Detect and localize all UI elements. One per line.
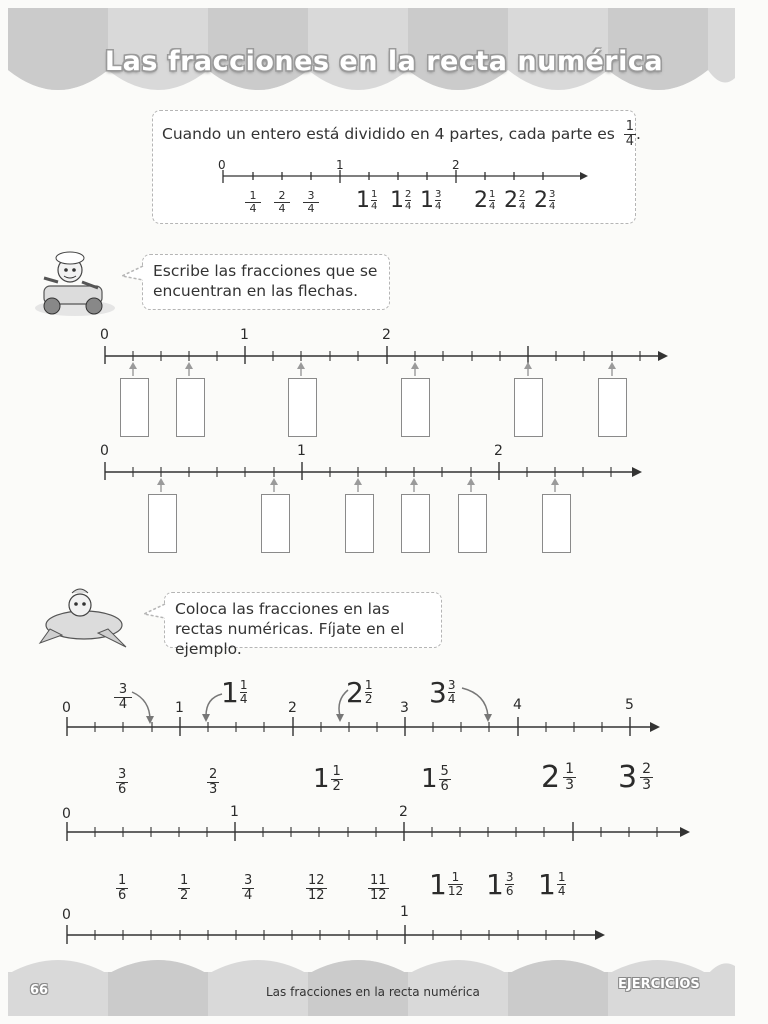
ex2-line3-label-0: 0 (62, 907, 71, 923)
fraction-to-place: 1 1 12 (429, 868, 464, 901)
fraction-to-place: 1 2 (180, 873, 189, 903)
ex1-line1-label-1: 1 (240, 327, 249, 343)
ex2-line2-label-1: 1 (230, 804, 239, 820)
example-mixed-number: 2 1 2 (346, 676, 373, 709)
ex2-line2-label-2: 2 (399, 804, 408, 820)
intro-fraction: 3 4 (303, 190, 319, 215)
intro-fraction: 2 4 (274, 190, 290, 215)
intro-label-2: 2 (452, 158, 460, 172)
fraction-to-place: 1 5 6 (421, 763, 449, 794)
ex1-line2-label-2: 2 (494, 443, 503, 459)
ex2-line2-label-0: 0 (62, 806, 71, 822)
example-mixed-number: 1 1 4 (221, 676, 248, 709)
intro-label-0: 0 (218, 158, 226, 172)
page-number: 66 (30, 983, 49, 998)
fraction-to-place: 1 1 2 (313, 763, 341, 794)
intro-mixed-number: 1 1 4 (356, 188, 378, 213)
fraction-to-place: 3 4 (244, 873, 253, 903)
fraction-to-place: 2 1 3 (541, 760, 575, 795)
example-fraction: 3 4 (114, 683, 132, 712)
intro-period: . (636, 125, 641, 143)
fraction-to-place: 11 12 (370, 873, 387, 903)
intro-label-1: 1 (336, 158, 344, 172)
ex2-line1-label-0: 0 (62, 700, 71, 716)
intro-mixed-number: 1 2 4 (390, 188, 412, 213)
ex2-line1-label-2: 2 (288, 700, 297, 716)
ex1-line1-label-0: 0 (100, 327, 109, 343)
intro-mixed-number: 2 1 4 (474, 188, 496, 213)
intro-mixed-number: 2 3 4 (534, 188, 556, 213)
intro-text: Cuando un entero está dividido en 4 partes, cada parte es (162, 125, 615, 143)
fraction-to-place: 1 6 (118, 873, 127, 903)
fraction-to-place: 1 3 6 (486, 868, 514, 901)
footer-title: Las fracciones en la recta numérica (266, 985, 480, 999)
ex2-line1-label-1: 1 (175, 700, 184, 716)
fraction-to-place: 1 1 4 (538, 868, 566, 901)
exercise1-instruction: Escribe las fracciones que se encuentran en las flechas. (142, 254, 390, 310)
ex2-line1-label-3: 3 (400, 700, 409, 716)
fraction-to-place: 2 3 (209, 767, 218, 797)
intro-mixed-number: 2 2 4 (504, 188, 526, 213)
intro-fraction: 1 4 (245, 190, 261, 215)
exercise2-instruction: Coloca las fracciones en las rectas numéricas. Fíjate en el ejemplo. (164, 592, 442, 648)
ex1-line1-label-2: 2 (382, 327, 391, 343)
fraction-to-place: 3 2 3 (618, 760, 652, 795)
ex2-line3-label-1: 1 (400, 904, 409, 920)
intro-mixed-number: 1 3 4 (420, 188, 442, 213)
unit-fraction-num: 1 (625, 119, 635, 134)
ex1-line2-label-1: 1 (297, 443, 306, 459)
fraction-to-place: 3 6 (118, 767, 127, 797)
unit-fraction-den: 4 (625, 134, 635, 149)
page-title: Las fracciones en la recta numérica (104, 46, 664, 77)
ex2-line1-label-4: 4 (513, 697, 522, 713)
ex2-line1-label-5: 5 (625, 697, 634, 713)
example-mixed-number: 3 3 4 (429, 676, 456, 709)
section-tag: EJERCICIOS (618, 977, 700, 992)
ex1-line2-label-0: 0 (100, 443, 109, 459)
fraction-to-place: 12 12 (308, 873, 325, 903)
